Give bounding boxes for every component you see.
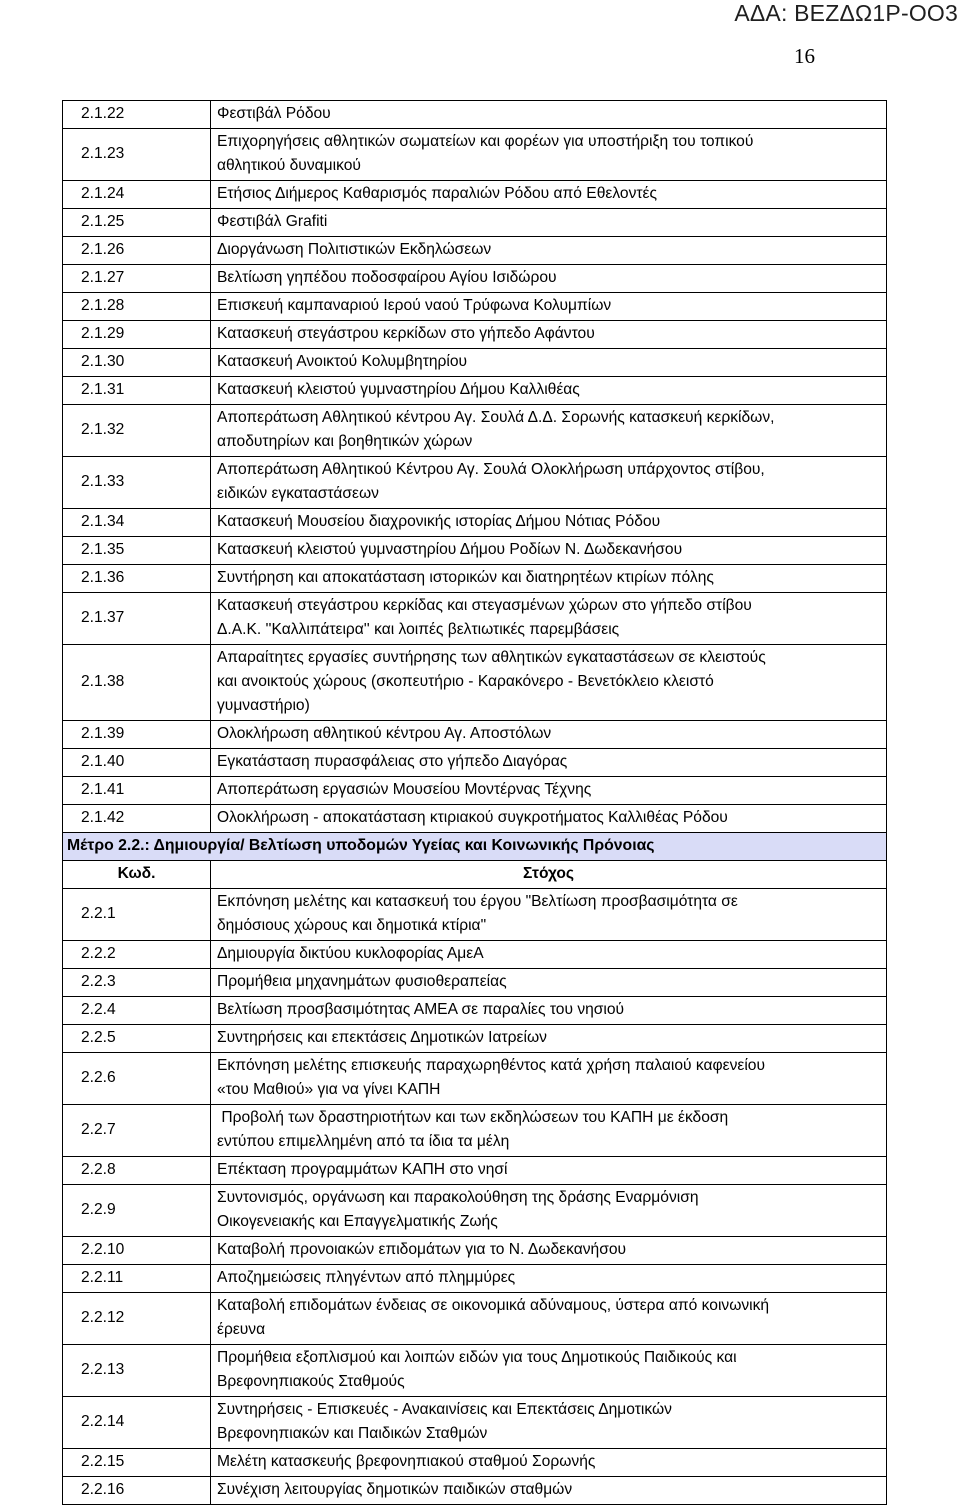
row-goal-line: Δημιουργία δικτύου κυκλοφορίας ΑμεΑ [217,945,484,962]
row-code: 2.1.36 [63,565,211,593]
row-goal [211,805,887,833]
measure-2-2-rows [63,889,887,1505]
row-goal [211,181,887,209]
table-row [63,293,887,321]
table-row [63,1237,887,1265]
table-row [63,997,887,1025]
row-code: 2.1.39 [63,721,211,749]
row-goal-line: «του Μαθιού» για να γίνει ΚΑΠΗ [217,1081,441,1098]
row-code: 2.1.22 [63,101,211,129]
table-row [63,805,887,833]
row-goal-line: Επιχορηγήσεις αθλητικών σωματείων και φορέων για υποστήριξη του τοπικού [217,133,754,150]
row-goal [211,1345,887,1397]
row-goal [211,1449,887,1477]
row-goal-line: Εκπόνηση μελέτης επισκευής παραχωρηθέντος κατά χρήση παλαιού καφενείου [217,1057,765,1074]
table-row [63,1265,887,1293]
row-goal [211,889,887,941]
table-row [63,265,887,293]
row-code: 2.1.29 [63,321,211,349]
column-header-goal: Στόχος [211,861,887,889]
row-code: 2.1.26 [63,237,211,265]
row-goal-line: Διοργάνωση Πολιτιστικών Εκδηλώσεων [217,241,492,258]
ada-code: ΑΔΑ: ΒΕΖΔΩ1Ρ-ΟΟ3 [734,0,958,26]
table-row [63,209,887,237]
row-code: 2.1.25 [63,209,211,237]
row-goal-line: Εγκατάσταση πυρασφάλειας στο γήπεδο Διαγόρας [217,753,568,770]
row-code: 2.2.12 [63,1293,211,1345]
row-goal-line: Κατασκευή κλειστού γυμναστηρίου Δήμου Καλλιθέας [217,381,580,398]
table-row [63,1477,887,1505]
row-goal [211,237,887,265]
table-row [63,1053,887,1105]
row-code: 2.2.15 [63,1449,211,1477]
row-code: 2.1.33 [63,457,211,509]
table-row [63,1449,887,1477]
row-goal [211,1053,887,1105]
row-goal-line: Εκπόνηση μελέτης και κατασκευή του έργου "Βελτίωση προσβασιμότητα σε [217,893,738,910]
row-code: 2.2.2 [63,941,211,969]
row-goal [211,777,887,805]
row-goal-line: Αποζημειώσεις πληγέντων από πλημμύρες [217,1269,516,1286]
row-goal [211,377,887,405]
row-code: 2.2.13 [63,1345,211,1397]
row-goal-line: Οικογενειακής και Επαγγελματικής Ζωής [217,1213,498,1230]
row-code: 2.1.42 [63,805,211,833]
row-goal-line: γυμναστήριο) [217,697,310,714]
row-code: 2.1.41 [63,777,211,805]
row-goal-line: Συντονισμός, οργάνωση και παρακολούθηση της δράσης Εναρμόνιση [217,1189,699,1206]
row-goal-line: Βελτίωση γηπέδου ποδοσφαίρου Αγίου Ισιδώρου [217,269,557,286]
row-goal-line: Προμήθεια μηχανημάτων φυσιοθεραπείας [217,973,507,990]
row-goal [211,101,887,129]
row-code: 2.1.23 [63,129,211,181]
row-goal-line: Βελτίωση προσβασιμότητας ΑΜΕΑ σε παραλίες του νησιού [217,1001,625,1018]
row-goal-line: έρευνα [217,1321,266,1338]
row-code: 2.1.40 [63,749,211,777]
row-code: 2.2.5 [63,1025,211,1053]
row-goal [211,969,887,997]
row-goal-line: Συνέχιση λειτουργίας δημοτικών παιδικών σταθμών [217,1481,573,1498]
row-goal-line: Αποπεράτωση Αθλητικού κέντρου Αγ. Σουλά Δ.Δ. Σορωνής κατασκευή κερκίδων, [217,409,775,426]
measure-2-1-rows [63,101,887,833]
table-row [63,1293,887,1345]
row-code: 2.2.9 [63,1185,211,1237]
row-code: 2.1.37 [63,593,211,645]
row-goal-line: Συντήρηση και αποκατάσταση ιστορικών και διατηρητέων κτιρίων πόλης [217,569,714,586]
row-goal-line: αθλητικού δυναμικού [217,157,361,174]
table-row [63,1345,887,1397]
row-goal [211,405,887,457]
row-code: 2.2.4 [63,997,211,1025]
row-goal [211,209,887,237]
row-code: 2.1.32 [63,405,211,457]
row-goal-line: Αποπεράτωση Αθλητικού Κέντρου Αγ. Σουλά Ολοκλήρωση υπάρχοντος στίβου, [217,461,765,478]
row-code: 2.1.27 [63,265,211,293]
row-goal-line: Δ.Α.Κ. ''Καλλιπάτειρα'' και λοιπές βελτιωτικές παρεμβάσεις [217,621,620,638]
measure-title: Μέτρο 2.2.: Δημιουργία/ Βελτίωση υποδομών Υγείας και Κοινωνικής Πρόνοιας [63,833,887,861]
row-goal [211,565,887,593]
row-goal-line: Προβολή των δραστηριοτήτων και των εκδηλώσεων του ΚΑΠΗ με έκδοση [217,1109,729,1126]
row-goal-line: Συντηρήσεις και επεκτάσεις Δημοτικών Ιατρείων [217,1029,547,1046]
row-goal [211,537,887,565]
table-row [63,457,887,509]
row-goal [211,1477,887,1505]
row-goal [211,321,887,349]
row-goal-line: εντύπου επιμελλημένη από τα ίδια τα μέλη [217,1133,510,1150]
row-code: 2.2.14 [63,1397,211,1449]
row-goal [211,721,887,749]
row-goal [211,749,887,777]
row-goal-line: Κατασκευή κλειστού γυμναστηρίου Δήμου Ροδίων Ν. Δωδεκανήσου [217,541,683,558]
row-goal [211,1265,887,1293]
row-goal [211,457,887,509]
measure-title-row [63,833,887,861]
row-goal-line: Ολοκλήρωση αθλητικού κέντρου Αγ. Αποστόλων [217,725,552,742]
row-goal [211,1025,887,1053]
page-number: 16 [794,44,815,68]
row-code: 2.1.28 [63,293,211,321]
row-code: 2.2.8 [63,1157,211,1185]
table-row [63,593,887,645]
table-row [63,721,887,749]
row-code: 2.1.38 [63,645,211,721]
row-goal-line: Κατασκευή Ανοικτού Κολυμβητηρίου [217,353,468,370]
row-goal [211,997,887,1025]
row-code: 2.1.24 [63,181,211,209]
projects-table [62,100,887,1505]
column-header-row [63,861,887,889]
row-goal [211,593,887,645]
row-code: 2.1.31 [63,377,211,405]
table-row [63,129,887,181]
row-goal-line: και ανοικτούς χώρους (σκοπευτήριο - Καρακόνερο - Βενετόκλειο κλειστό [217,673,714,690]
row-goal-line: Καταβολή επιδομάτων ένδειας σε οικονομικά αδύναμους, ύστερα από κοινωνική [217,1297,770,1314]
row-goal [211,1293,887,1345]
row-goal [211,1237,887,1265]
row-goal-line: Ολοκλήρωση - αποκατάσταση κτιριακού συγκροτήματος Καλλιθέας Ρόδου [217,809,728,826]
table-row [63,645,887,721]
table-row [63,565,887,593]
row-goal-line: Μελέτη κατασκευής βρεφονηπιακού σταθμού Σορωνής [217,1453,596,1470]
row-code: 2.2.16 [63,1477,211,1505]
row-goal [211,509,887,537]
row-goal [211,349,887,377]
row-goal [211,293,887,321]
row-goal-line: Συντηρήσεις - Επισκευές - Ανακαινίσεις και Επεκτάσεις Δημοτικών [217,1401,672,1418]
table-row [63,509,887,537]
row-goal [211,1185,887,1237]
row-code: 2.2.10 [63,1237,211,1265]
row-goal-line: Κατασκευή Μουσείου διαχρονικής ιστορίας Δήμου Νότιας Ρόδου [217,513,661,530]
table-row [63,405,887,457]
row-code: 2.2.11 [63,1265,211,1293]
row-goal-line: Κατασκευή στεγάστρου κερκίδας και στεγασμένων χώρων στο γήπεδο στίβου [217,597,752,614]
table-row [63,101,887,129]
row-goal [211,129,887,181]
column-header-code: Κωδ. [63,861,211,889]
row-goal-line: Βρεφονηπιακών και Παιδικών Σταθμών [217,1425,488,1442]
row-goal-line: Αποπεράτωση εργασιών Μουσείου Μοντέρνας Τέχνης [217,781,592,798]
row-goal [211,941,887,969]
table-row [63,377,887,405]
row-goal-line: Προμήθεια εξοπλισμού και λοιπών ειδών για τους Δημοτικούς Παιδικούς και [217,1349,737,1366]
table-row [63,889,887,941]
row-code: 2.1.34 [63,509,211,537]
row-code: 2.2.3 [63,969,211,997]
row-goal [211,1157,887,1185]
row-goal-line: ειδικών εγκαταστάσεων [217,485,379,502]
row-goal-line: Φεστιβάλ Grafiti [217,213,328,230]
row-goal-line: Απαραίτητες εργασίες συντήρησης των αθλητικών εγκαταστάσεων σε κλειστούς [217,649,766,666]
row-goal-line: Επισκευή καμπαναριού Ιερού ναού Τρύφωνα Κολυμπίων [217,297,612,314]
row-goal-line: Βρεφονηπιακούς Σταθμούς [217,1373,405,1390]
row-code: 2.2.1 [63,889,211,941]
row-goal-line: Φεστιβάλ Ρόδου [217,105,331,122]
table-row [63,537,887,565]
row-goal-line: δημόσιους χώρους και δημοτικά κτίρια" [217,917,487,934]
table-row [63,1025,887,1053]
row-code: 2.1.30 [63,349,211,377]
table-row [63,237,887,265]
table-row [63,181,887,209]
table-row [63,321,887,349]
row-goal [211,645,887,721]
measure-2-2-header [63,833,887,889]
table-row [63,941,887,969]
table-row [63,777,887,805]
row-goal-line: Ετήσιος Διήμερος Καθαρισμός παραλιών Ρόδου από Εθελοντές [217,185,657,202]
row-goal-line: Επέκταση προγραμμάτων ΚΑΠΗ στο νησί [217,1161,508,1178]
row-goal [211,1397,887,1449]
table-row [63,1157,887,1185]
table-row [63,1397,887,1449]
table-row [63,1185,887,1237]
table-row [63,349,887,377]
row-goal [211,1105,887,1157]
row-code: 2.1.35 [63,537,211,565]
row-code: 2.2.6 [63,1053,211,1105]
table-row [63,749,887,777]
row-code: 2.2.7 [63,1105,211,1157]
row-goal-line: Καταβολή προνοιακών επιδομάτων για το Ν. Δωδεκανήσου [217,1241,627,1258]
row-goal-line: Κατασκευή στεγάστρου κερκίδων στο γήπεδο Αφάντου [217,325,595,342]
row-goal-line: αποδυτηρίων και βοηθητικών χώρων [217,433,473,450]
row-goal [211,265,887,293]
table-row [63,969,887,997]
table-row [63,1105,887,1157]
